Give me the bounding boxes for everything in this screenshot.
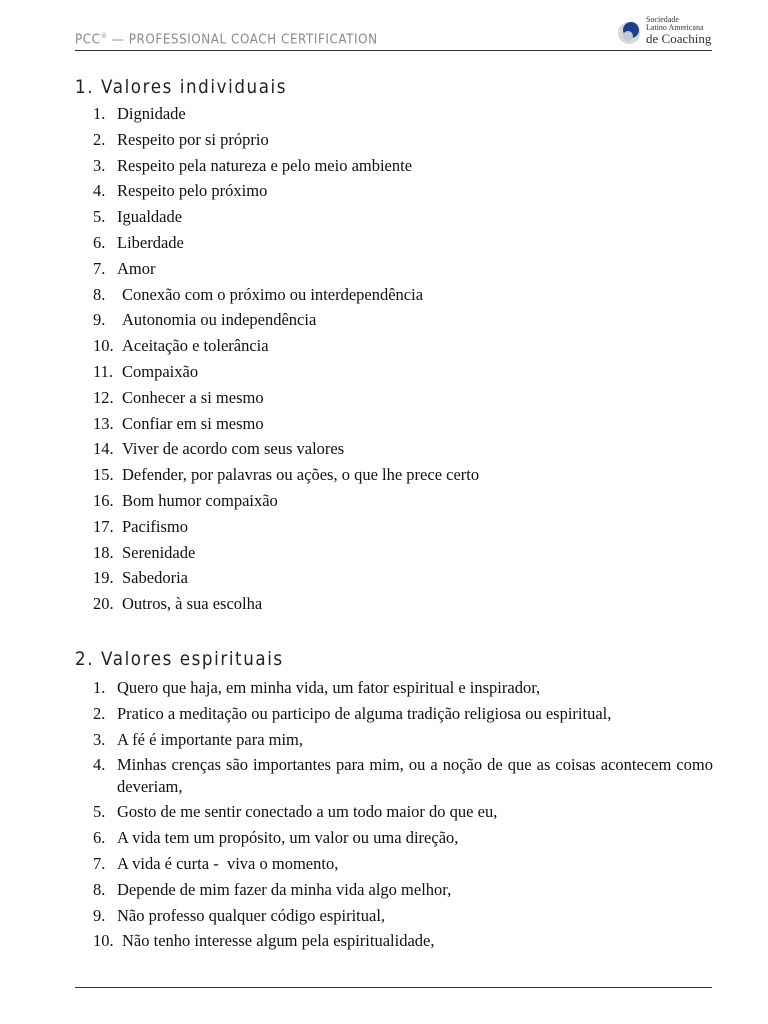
item-number: 7. — [93, 853, 106, 873]
item-text: Bom humor compaixão — [122, 490, 278, 510]
item-text: A vida é curta - viva o momento, — [117, 853, 339, 873]
section-heading-individual-values: 1. Valores individuais — [75, 76, 288, 98]
item-number: 8. — [93, 284, 106, 304]
individual-values-list — [93, 101, 713, 617]
list-item — [93, 565, 713, 591]
item-text: Gosto de me sentir conectado a um todo maior do que eu, — [117, 802, 498, 822]
item-text: Compaixão — [122, 361, 199, 381]
list-item — [93, 752, 713, 799]
item-text: Respeito por si próprio — [117, 129, 269, 149]
list-item — [93, 256, 713, 282]
list-item — [93, 178, 713, 204]
item-text: Quero que haja, em minha vida, um fator espiritual e inspirador, — [117, 678, 541, 697]
list-item — [93, 675, 713, 701]
item-text: Sabedoria — [122, 568, 188, 588]
list-item — [93, 488, 713, 514]
item-number: 9. — [93, 905, 106, 925]
item-number: 9. — [93, 310, 106, 330]
item-text: Outros, à sua escolha — [122, 594, 263, 614]
item-text: Pratico a meditação ou participo de alguma tradição religiosa ou espiritual, — [117, 703, 612, 723]
item-text: Respeito pelo próximo — [117, 181, 268, 201]
list-item — [93, 101, 713, 127]
list-item — [93, 701, 713, 727]
item-number: 17. — [93, 516, 114, 536]
list-item — [93, 727, 713, 753]
list-item — [93, 385, 713, 411]
item-text: Conhecer a si mesmo — [122, 387, 264, 407]
item-number: 3. — [93, 155, 106, 175]
list-item — [93, 307, 713, 333]
item-number: 18. — [93, 542, 114, 562]
item-text: Autonomia ou independência — [122, 310, 317, 330]
list-item — [93, 462, 713, 488]
item-number: 4. — [93, 181, 106, 201]
list-item — [93, 153, 713, 179]
item-number: 19. — [93, 568, 114, 588]
logo-text — [646, 16, 711, 45]
list-item — [93, 359, 713, 385]
item-text: Minhas crenças são importantes para mim, ou a noção de que as coisas acontecem como deveriam, — [117, 755, 713, 796]
item-number: 1. — [93, 678, 106, 697]
item-text: Não professo qualquer código espiritual, — [117, 905, 386, 925]
spiritual-values-list — [93, 675, 713, 954]
logo-line-1: Sociedade — [646, 15, 679, 24]
item-text: Não tenho interesse algum pela espiritualidade, — [122, 931, 435, 951]
item-number: 5. — [93, 207, 106, 227]
section-heading-spiritual-values: 2. Valores espirituais — [75, 648, 284, 670]
item-number: 10. — [93, 931, 114, 951]
list-item — [93, 591, 713, 617]
list-item — [93, 282, 713, 308]
globe-logo-icon — [617, 19, 643, 45]
item-text: Aceitação e tolerância — [122, 336, 269, 356]
item-number: 16. — [93, 490, 114, 510]
list-item — [93, 333, 713, 359]
item-text: A vida tem um propósito, um valor ou uma direção, — [117, 828, 459, 848]
list-item — [93, 825, 713, 851]
item-number: 1. — [93, 104, 106, 123]
item-text: Pacifismo — [122, 516, 188, 536]
item-text: Confiar em si mesmo — [122, 413, 264, 433]
item-number: 8. — [93, 879, 106, 899]
logo-line-2: Latino Americana — [646, 23, 704, 32]
item-number: 12. — [93, 387, 114, 407]
page-header — [75, 15, 712, 51]
item-text: Viver de acordo com seus valores — [122, 439, 345, 459]
item-text: Respeito pela natureza e pelo meio ambiente — [117, 155, 413, 175]
item-number: 7. — [93, 258, 106, 278]
list-item — [93, 204, 713, 230]
item-text: Igualdade — [117, 207, 183, 227]
item-number: 2. — [93, 129, 106, 149]
list-item — [93, 514, 713, 540]
list-item — [93, 903, 713, 929]
item-number: 13. — [93, 413, 114, 433]
item-number: 4. — [93, 755, 106, 775]
item-number: 5. — [93, 802, 106, 822]
item-text: Conexão com o próximo ou interdependência — [122, 284, 424, 304]
list-item — [93, 436, 713, 462]
item-number: 3. — [93, 729, 106, 749]
list-item — [93, 540, 713, 566]
list-item — [93, 230, 713, 256]
list-item — [93, 928, 713, 954]
item-text: Liberdade — [117, 232, 184, 252]
header-title-rest: — PROFESSIONAL COACH CERTIFICATION — [107, 32, 378, 47]
item-number: 10. — [93, 336, 114, 356]
item-number: 11. — [93, 361, 114, 381]
item-text: Serenidade — [122, 542, 196, 562]
list-item — [93, 799, 713, 825]
item-number: 15. — [93, 465, 114, 485]
header-title — [75, 32, 378, 47]
item-text: Defender, por palavras ou ações, o que lhe prece certo — [122, 465, 480, 485]
logo-line-3: de Coaching — [646, 31, 712, 46]
list-item — [93, 127, 713, 153]
item-text: Dignidade — [117, 104, 186, 123]
item-number: 6. — [93, 828, 106, 848]
list-item — [93, 851, 713, 877]
list-item — [93, 877, 713, 903]
item-text: A fé é importante para mim, — [117, 729, 304, 749]
organization-logo — [617, 16, 712, 48]
item-number: 2. — [93, 703, 106, 723]
item-number: 6. — [93, 232, 106, 252]
footer-divider — [75, 987, 712, 988]
item-number: 14. — [93, 439, 114, 459]
header-title-main: PCC — [75, 32, 101, 47]
item-text: Amor — [117, 258, 156, 278]
header-title-sup: ® — [100, 31, 108, 40]
item-number: 20. — [93, 594, 114, 614]
item-text: Depende de mim fazer da minha vida algo melhor, — [117, 879, 452, 899]
list-item — [93, 411, 713, 437]
